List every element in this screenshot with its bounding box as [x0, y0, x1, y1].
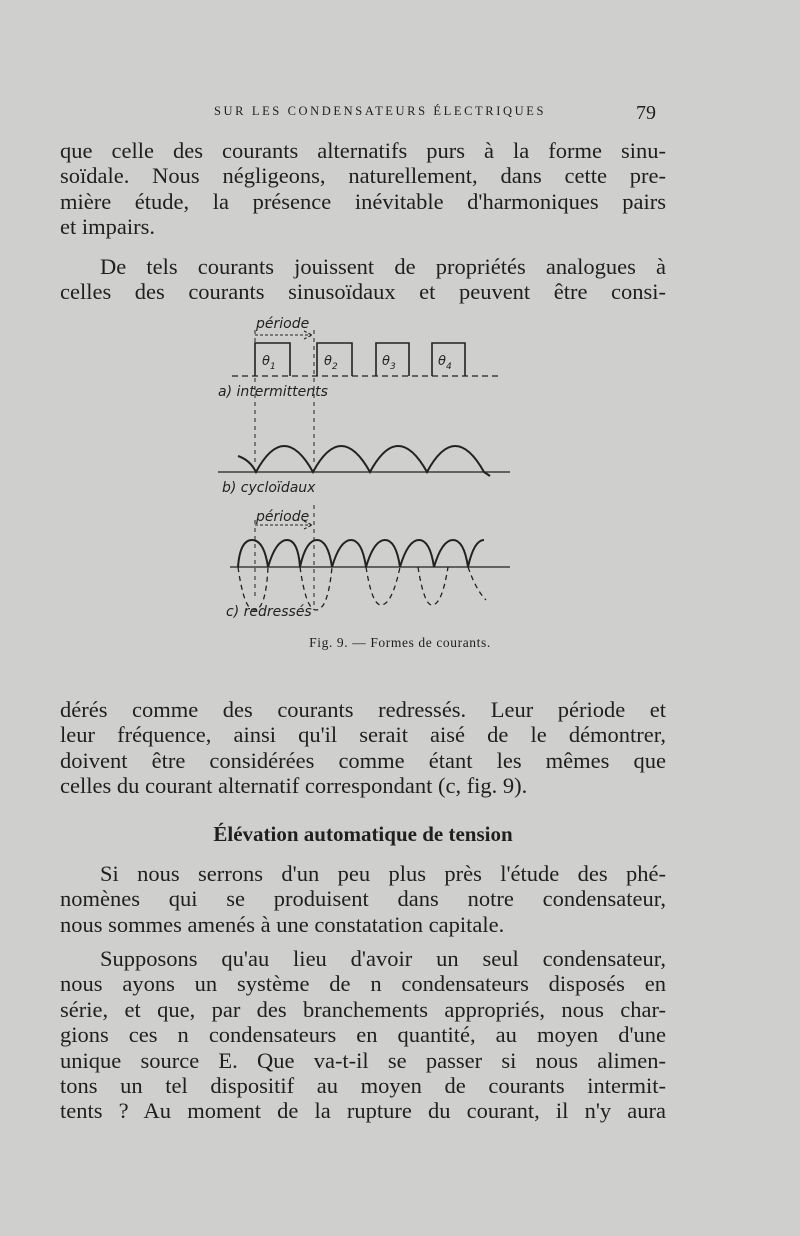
- label-rectified: c) redressés: [226, 604, 312, 620]
- section-heading: Élévation automatique de tension: [213, 822, 513, 846]
- paragraph-3: [60, 697, 666, 799]
- rectified-curve: [238, 540, 484, 567]
- text-line: dérés comme des courants redressés. Leur période et: [60, 697, 666, 722]
- text-line: doivent être considérées comme étant les mêmes que: [60, 747, 666, 773]
- text-line: nous ayons un système de n condensateurs disposés en: [60, 971, 666, 997]
- text-line: mière étude, la présence inévitable d'harmoniques pairs: [60, 188, 666, 214]
- figure-caption: [200, 635, 600, 651]
- text-line: nous sommes amenés à une constatation capitale.: [60, 911, 505, 937]
- text-line: unique source E. Que va-t-il se passer si nous alimen-: [60, 1047, 666, 1073]
- period-arrow-a: [255, 331, 312, 339]
- text-line: De tels courants jouissent de propriétés analogues à: [100, 254, 666, 279]
- theta-2-label: $\theta_2$: [324, 354, 338, 372]
- intermittent-pulses: [255, 343, 465, 376]
- period-label-a: période: [256, 316, 310, 332]
- text-line: celles des courants sinusoïdaux et peuvent être consi-: [60, 279, 666, 305]
- text-line: nomènes qui se produisent dans notre condensateur,: [60, 886, 666, 912]
- text-line: gions ces n condensateurs en quantité, au moyen d'une: [60, 1022, 666, 1048]
- theta-4-label: $\theta_4$: [438, 354, 452, 372]
- paragraph-5: [60, 946, 666, 1124]
- text-line: celles du courant alternatif correspondant (c, fig. 9).: [60, 773, 528, 799]
- text-line: que celle des courants alternatifs purs à la forme sinu-: [60, 138, 666, 163]
- caption-figure-number: Fig. 9.: [309, 635, 349, 650]
- text-line: leur fréquence, ainsi qu'il serait aisé de le démontrer,: [60, 722, 666, 748]
- label-cycloidal: b) cycloïdaux: [222, 480, 316, 496]
- theta-3-label: $\theta_3$: [382, 354, 396, 372]
- text-line: Supposons qu'au lieu d'avoir un seul condensateur,: [100, 946, 666, 971]
- paragraph-4: [60, 861, 666, 937]
- theta-1-label: $\theta_1$: [262, 354, 276, 372]
- text-line: soïdale. Nous négligeons, naturellement, dans cette pre-: [60, 163, 666, 189]
- text-line: Si nous serrons d'un peu plus près l'étude des phé-: [100, 861, 666, 886]
- caption-dash: —: [352, 635, 367, 650]
- text-line: tons un tel dispositif au moyen de courants intermit-: [60, 1073, 666, 1099]
- text-line: tents ? Au moment de la rupture du courant, il n'y aura: [60, 1098, 666, 1124]
- text-line: série, et que, par des branchements appropriés, nous char-: [60, 996, 666, 1022]
- label-intermittent: a) intermittents: [218, 384, 328, 400]
- period-label-c: période: [256, 509, 310, 525]
- running-title: SUR LES CONDENSATEURS ÉLECTRIQUES: [214, 104, 546, 118]
- page-number: 79: [636, 102, 656, 124]
- caption-text: Formes de courants.: [370, 635, 491, 650]
- text-line: et impairs.: [60, 214, 155, 240]
